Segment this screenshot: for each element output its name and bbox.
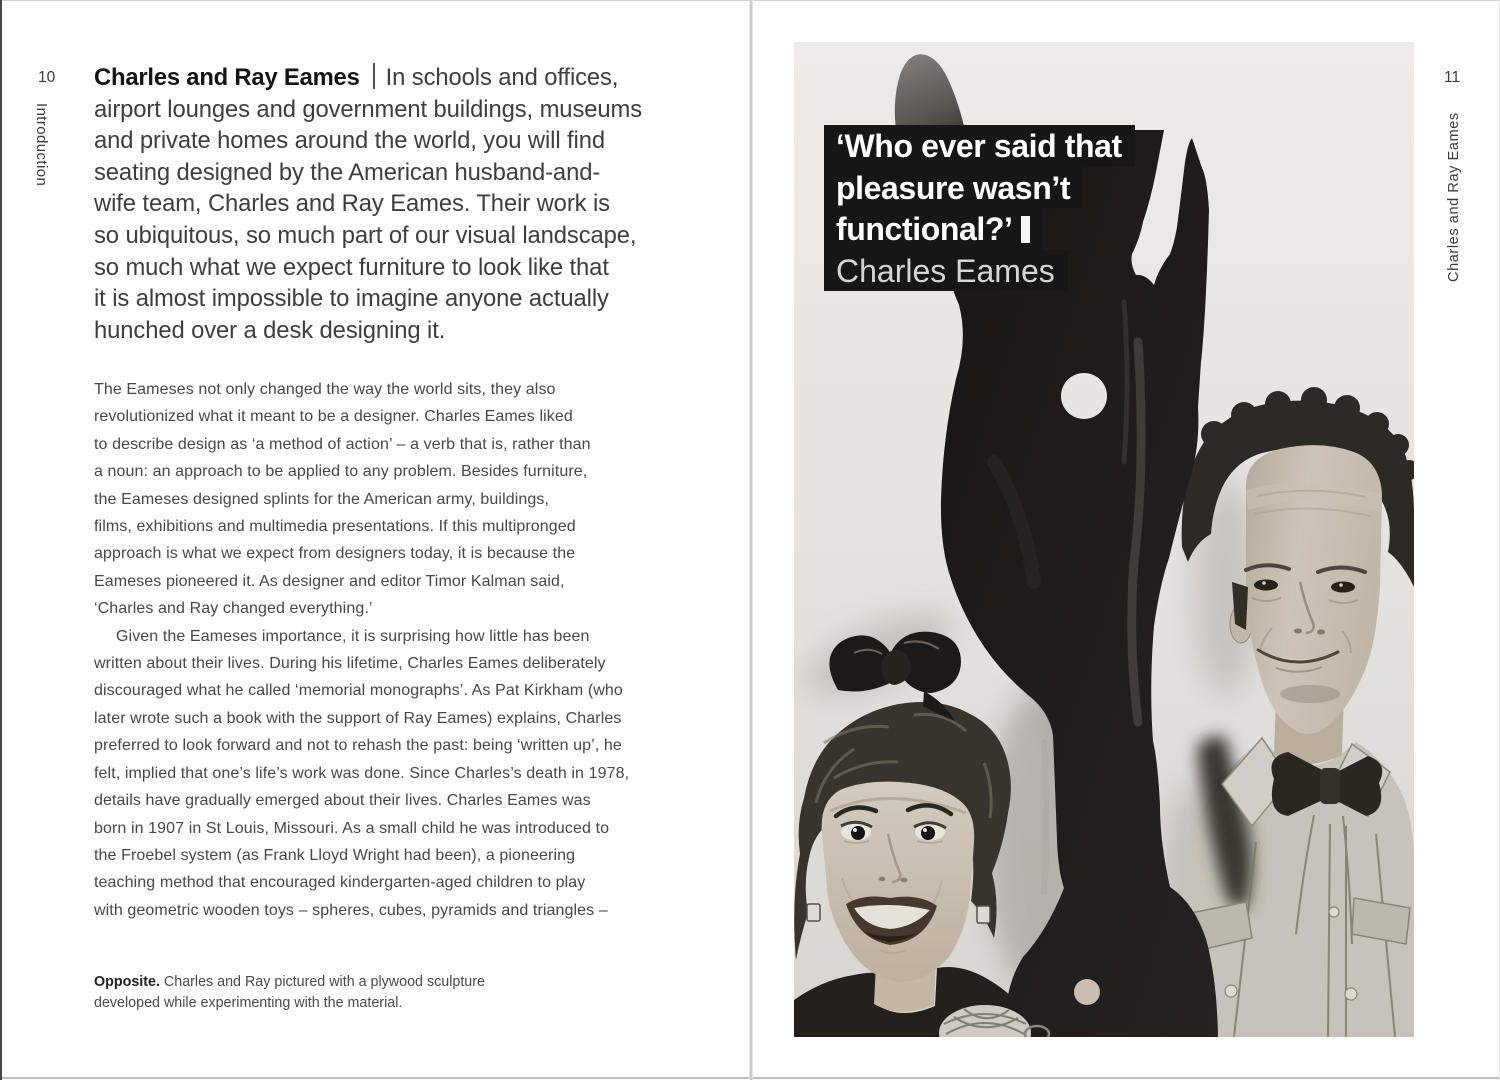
intro-line: airport lounges and government buildings, museums xyxy=(94,95,643,123)
caption-label: Opposite. xyxy=(94,974,160,990)
page-gutter xyxy=(749,0,753,1080)
photo-caption xyxy=(94,972,574,1014)
cursor-block xyxy=(1021,216,1030,243)
body-line: The Eameses not only changed the way the world sits, they also xyxy=(94,381,556,398)
man-chin-shadow xyxy=(1280,685,1340,703)
running-head-chapter: Charles and Ray Eames xyxy=(1446,112,1462,282)
quote-text xyxy=(824,208,1043,250)
caption-text: Charles and Ray pictured with a plywood sculpture xyxy=(163,974,485,990)
body-line: preferred to look forward and not to rehash the past: being ‘written up’, he xyxy=(94,737,622,755)
intro-line: so ubiquitous, so much part of our visual landscape, xyxy=(94,221,637,249)
quote-attribution-line xyxy=(824,250,1135,292)
intro-line: it is almost impossible to imagine anyone actually xyxy=(94,285,609,313)
intro-line: seating designed by the American husband-and- xyxy=(94,158,601,186)
body-paragraph-1 xyxy=(94,376,694,623)
quote-text: ‘Who ever said that xyxy=(824,125,1135,167)
body-line: the Eameses designed splints for the American army, buildings, xyxy=(94,490,550,508)
intro-line-text: In schools and offices, xyxy=(385,64,619,91)
body-text xyxy=(94,376,694,924)
intro-line: and private homes around the world, you will find xyxy=(94,127,605,155)
caption-line-1 xyxy=(94,972,574,993)
quote-line-2 xyxy=(824,167,1135,209)
intro-line: wife team, Charles and Ray Eames. Their work is xyxy=(94,190,610,218)
page-number-left: 10 xyxy=(38,69,56,86)
pull-quote xyxy=(824,125,1135,291)
chapter-heading: Charles and Ray Eames xyxy=(94,64,360,91)
body-line: Given the Eameses importance, it is surprising how little has been xyxy=(116,627,590,645)
intro-first-line xyxy=(94,62,694,94)
body-line: later wrote such a book with the support of Ray Eames) explains, Charles xyxy=(94,709,622,727)
sculpture-foot-hole xyxy=(1074,979,1100,1005)
body-line: born in 1907 in St Louis, Missouri. As a small child he was introduced to xyxy=(94,819,610,837)
page-number-right: 11 xyxy=(1444,69,1461,86)
body-line: a noun: an approach to be applied to any problem. Besides furniture, xyxy=(94,463,588,481)
body-line: the Froebel system (as Frank Lloyd Wright had been), a pioneering xyxy=(94,846,576,864)
body-line: details have gradually emerged about their lives. Charles Eames was xyxy=(94,792,591,810)
intro-line: so much what we expect furniture to look like that xyxy=(94,253,609,281)
body-line: revolutionized what it meant to be a designer. Charles Eames liked xyxy=(94,408,573,426)
body-line: ‘Charles and Ray changed everything.’ xyxy=(94,600,373,618)
body-line: discouraged what he called ‘memorial monographs’. As Pat Kirkham (who xyxy=(94,682,623,700)
body-line: films, exhibitions and multimedia presentations. If this multipronged xyxy=(94,518,576,536)
intro-paragraph xyxy=(94,62,694,346)
quote-line-3 xyxy=(824,208,1135,250)
intro-lines xyxy=(94,94,694,347)
body-line: felt, implied that one’s life’s work was done. Since Charles’s death in 1978, xyxy=(94,764,630,782)
caption-line-2: developed while experimenting with the material. xyxy=(94,995,403,1011)
quote-line-1 xyxy=(824,125,1135,167)
running-head-introduction: Introduction xyxy=(33,103,50,187)
body-line: with geometric wooden toys – spheres, cubes, pyramids and triangles – xyxy=(94,901,608,919)
intro-line: hunched over a desk designing it. xyxy=(94,316,446,344)
photo-charles-and-ray-eames xyxy=(794,42,1414,1037)
body-line: Eameses pioneered it. As designer and editor Timor Kalman said, xyxy=(94,572,565,590)
quote-text-inner: functional?’ xyxy=(836,211,1013,247)
quote-attribution: Charles Eames xyxy=(824,250,1068,292)
body-paragraph-2 xyxy=(94,623,694,924)
body-line: approach is what we expect from designers today, it is because the xyxy=(94,545,576,563)
body-line: teaching method that encouraged kindergarten-aged children to play xyxy=(94,874,586,892)
body-line: written about their lives. During his lifetime, Charles Eames deliberately xyxy=(94,655,606,673)
body-line: to describe design as ‘a method of action’ – a verb that is, rather than xyxy=(94,435,591,453)
heading-divider-bar xyxy=(373,63,375,89)
quote-text: pleasure wasn’t xyxy=(824,167,1083,209)
